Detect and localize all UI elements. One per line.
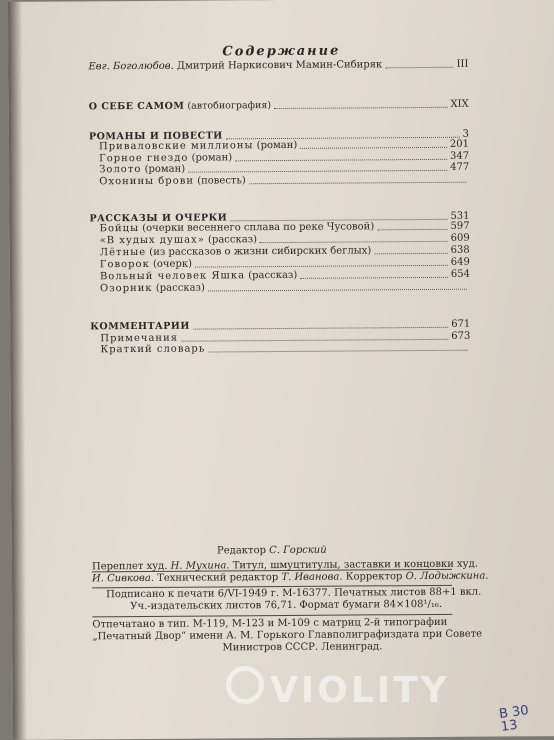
credit-text: . Технический редактор [150,572,282,584]
printer-line: „Печатный Двор“ имени А. М. Горького Главполиграфиздата при Совете [92,628,483,643]
editor-prefix: Редактор [216,545,270,557]
toc-entry-label [100,234,257,246]
inventory-stamp [498,704,531,734]
credit-name: И. Сивкова [91,572,151,585]
toc-entry-note: (очерки весеннего сплава по реке Чусовой) [138,221,375,234]
toc-entry [100,281,470,295]
toc-entry [100,342,470,356]
toc-entry-label [88,59,382,72]
toc-entry-title: КОММЕНТАРИИ [90,320,190,333]
print-data-line: Уч.-издательских листов 76,71. Формат бумаги 84×108¹/₁₆. [130,598,443,613]
credit-name: О. Лодыжкина [405,570,486,583]
toc-entry-label [100,221,375,234]
imprint-printer [92,616,483,656]
toc-entry-label [100,245,372,258]
toc-entry-title: Охонины брови [99,175,195,188]
toc-page-number: 201 [449,138,470,150]
toc-leader-dots [385,67,453,68]
toc-entry-title: Золото [99,163,142,176]
toc-entry [89,99,469,113]
toc-page-number: III [456,58,469,70]
imprint-editor [92,544,452,559]
toc-entry-label [99,140,297,152]
credit-text: Переплет худ. [91,560,171,573]
toc-entry-label [100,283,205,295]
toc-leader-dots [377,229,447,230]
contents-title: Содержание [222,43,341,60]
imprint-print-data [92,586,482,614]
toc-entry-label [100,270,297,282]
page-gutter-shadow [8,2,27,740]
toc-entry [99,174,469,188]
imprint-credits [91,558,489,586]
toc-entry-title: РОМАНЫ И ПОВЕСТИ [88,130,223,143]
toc-entry-label [99,152,232,164]
toc-entry-title: «В худых душах» [99,234,205,247]
toc-entry-label [90,321,190,333]
toc-entry-title: Лётные [99,246,147,259]
toc-leader-dots [374,253,447,255]
credit-text: . Корректор [339,571,406,583]
toc-leader-dots [193,327,448,330]
toc-leader-dots [188,170,447,173]
toc-leader-dots [300,277,448,279]
toc-page-number: 347 [449,150,470,162]
toc-page-number: XIX [450,98,469,110]
toc-page-number: 671 [451,318,471,330]
toc-entry-note: (роман) [141,163,186,175]
stamp-line: В 30 [498,703,530,723]
toc-entry-title: Примечания [100,332,179,345]
toc-entry-title: Вольный человек Яшка [99,270,246,283]
toc-leader-dots [235,159,447,161]
toc-leader-dots [208,289,467,292]
toc-entry-label [100,259,192,271]
toc-entry-title: Говорок [99,258,150,271]
toc-entry-title: Приваловские миллионы [98,140,254,153]
toc-page-number: 477 [450,161,470,173]
toc-page-number: 3 [462,128,469,140]
toc-page-number: 673 [451,330,471,342]
toc-entry-note: (роман) [188,152,233,164]
toc-entry-label [100,333,178,345]
credit-name: Н. Мухина [170,560,227,572]
print-data-line: Подписано к печати 6/VI-1949 г. М-16377. Печатных листов 88+1 вкл. [106,586,482,601]
printer-line: Министров СССР. Ленинград. [222,641,383,654]
toc-entry-note: (из рассказов о жизни сибирских беглых) [146,245,372,258]
toc-leader-dots [208,350,467,353]
stamp-line: 13 [500,717,519,735]
toc-entry-title: Дмитрий Наркисович Мамин-Сибиряк [173,59,383,72]
toc-entry-label [99,164,185,176]
toc-entry-note: (рассказ) [152,282,205,294]
toc-entry-label [100,344,205,356]
credit-name: Т. Иванова [281,571,340,584]
toc-entry-title: Бойцы [99,222,140,235]
watermark: VIOLITY [270,670,450,711]
watermark-logo-icon [226,666,264,704]
toc-entry [88,59,468,73]
toc-entry-title: Краткий словарь [100,343,206,356]
toc-page-number: 609 [450,232,470,244]
toc-leader-dots [274,107,447,109]
toc-entry-note: (рассказ) [204,234,258,246]
book-page [8,0,554,740]
toc-entry-author: Евг. Боголюбов. [88,60,174,73]
credit-text: . [485,570,489,582]
toc-page-number: 597 [450,220,470,232]
toc-entry-note: (рассказ) [244,269,298,282]
editor-name: С. Горский [269,544,327,557]
toc-page-number: 649 [450,256,470,268]
toc-leader-dots [260,241,448,243]
toc-entry-label [89,100,271,112]
toc-entry-title: Горное гнездо [99,152,189,165]
credit-text: . Титул, шмуцтитулы, заставки и концовки худ. [226,558,478,572]
toc-entry-note: (повесть) [193,175,246,187]
toc-entry-title: Озорник [99,282,153,295]
toc-leader-dots [300,147,447,149]
toc-leader-dots [195,265,448,268]
toc-page-number: 531 [450,210,470,222]
printer-line: Отпечатано в тип. М-119, М-123 и М-109 с матриц 2-й типографии [92,616,448,631]
toc-entry-note: (роман) [253,139,298,152]
toc-entry-title: РАССКАЗЫ И ОЧЕРКИ [89,212,228,225]
imprint-credits-line-2 [91,570,489,586]
toc-entry-note: (очерк) [149,258,193,270]
toc-leader-dots [249,182,466,185]
toc-page-number: 638 [450,244,470,256]
toc-entry-note: (автобиография) [184,100,272,112]
toc-entry-title: О СЕБЕ САМОМ [88,100,185,113]
toc-entry-label [99,175,246,187]
toc-page-number: 654 [450,268,470,280]
